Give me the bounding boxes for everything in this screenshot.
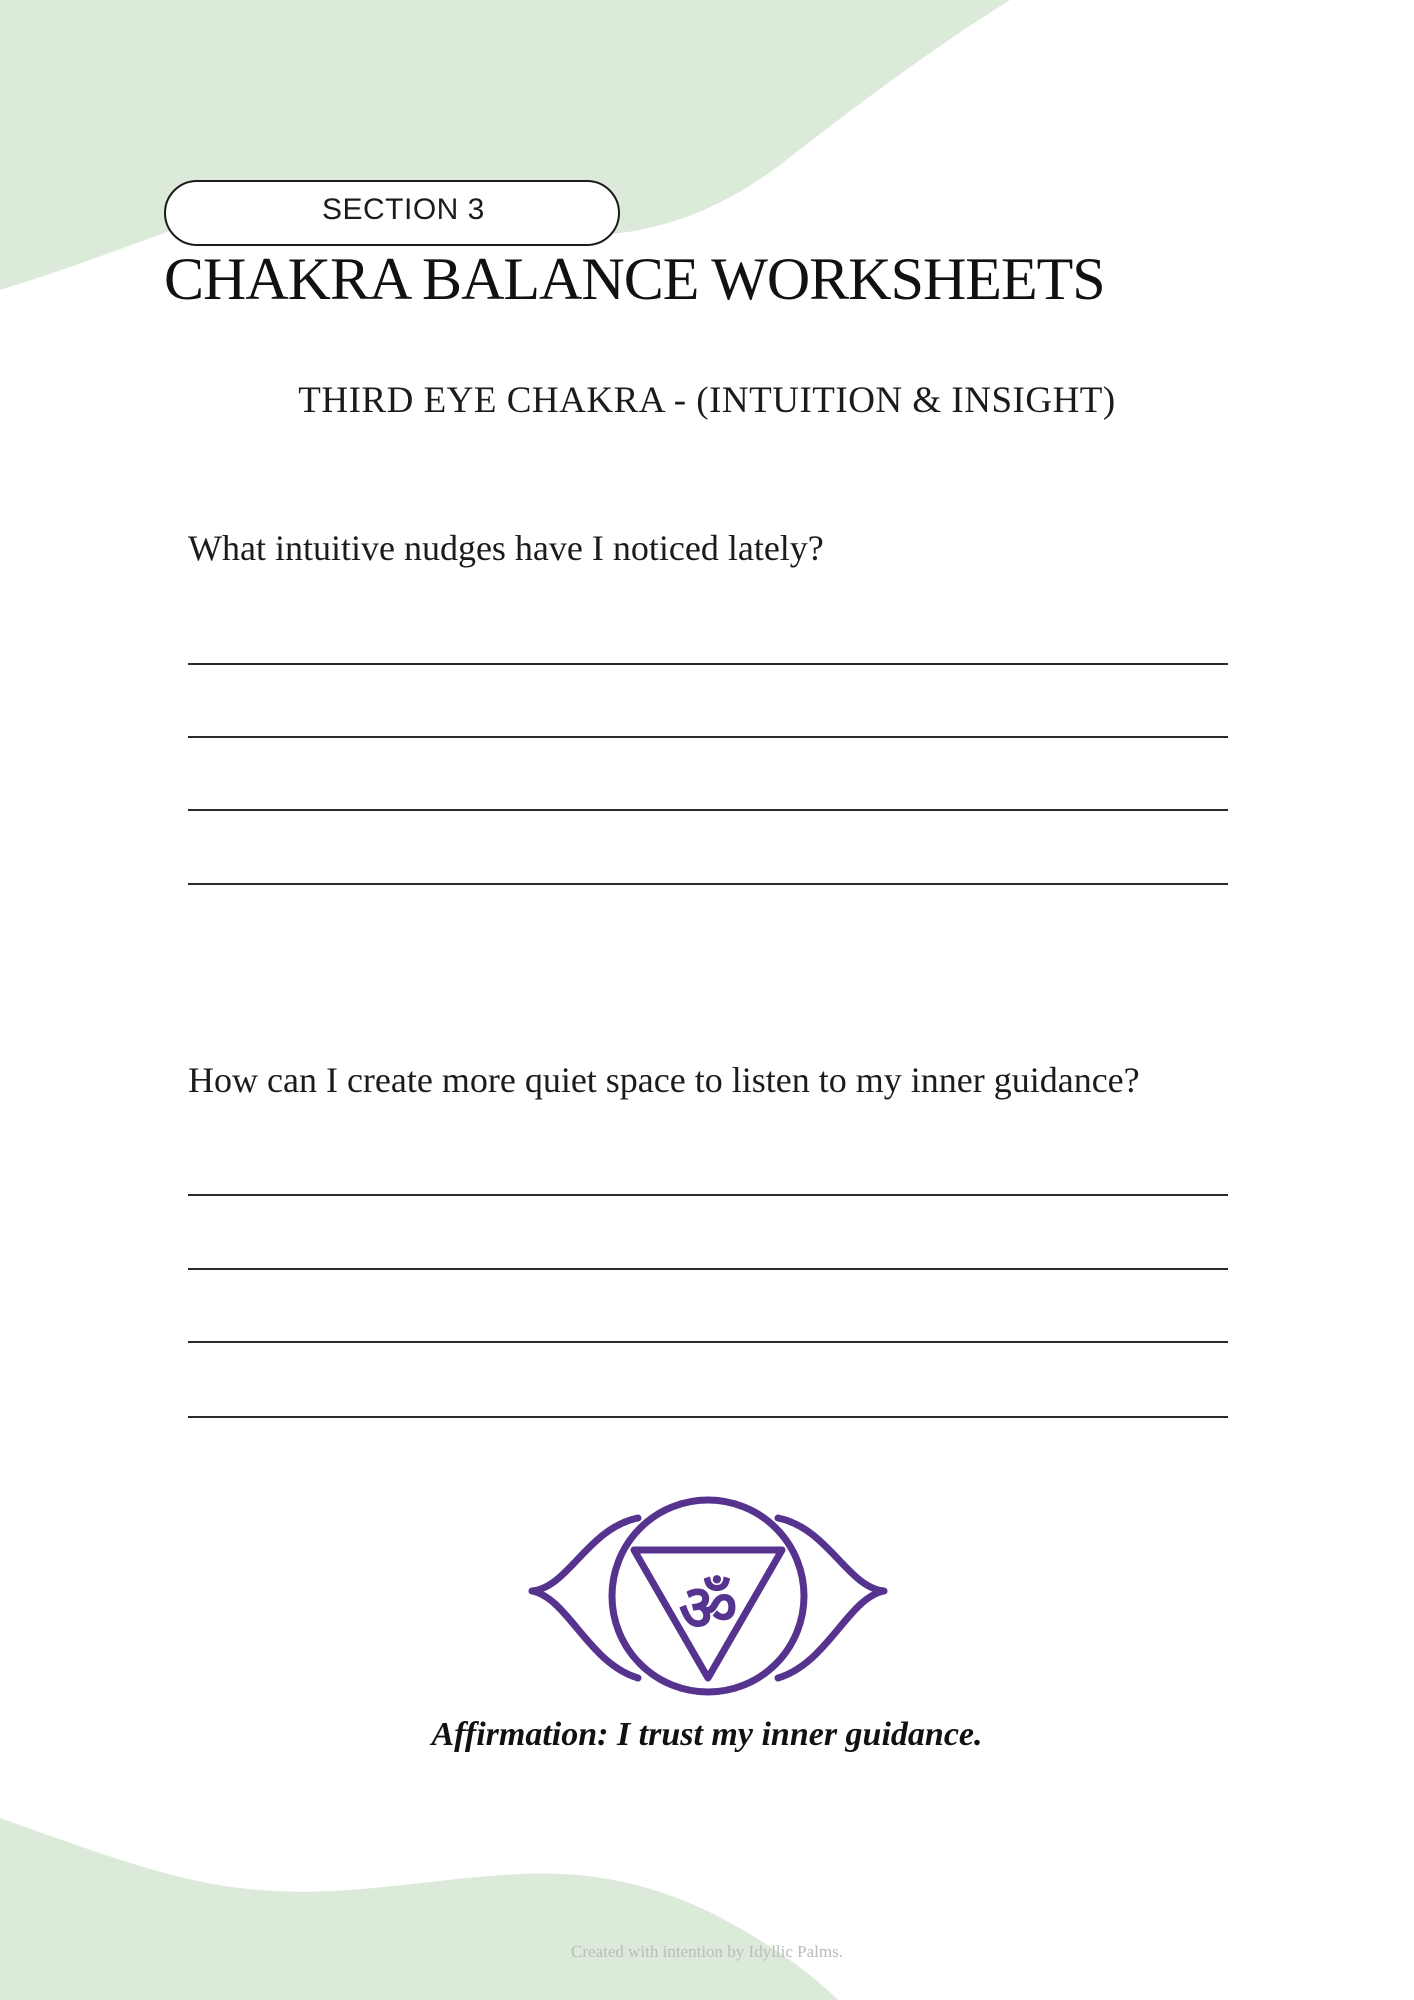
answer-line[interactable] xyxy=(188,883,1228,885)
answer-line[interactable] xyxy=(188,1194,1228,1196)
answer-line[interactable] xyxy=(188,1268,1228,1270)
question-2-prompt: How can I create more quiet space to listen to my inner guidance? xyxy=(188,1060,1140,1100)
question-1-prompt: What intuitive nudges have I noticed lately? xyxy=(188,528,824,568)
bottom-green-wave xyxy=(0,1818,838,2000)
answer-line[interactable] xyxy=(188,809,1228,811)
page-title: CHAKRA BALANCE WORKSHEETS xyxy=(164,246,1105,312)
answer-line[interactable] xyxy=(188,1341,1228,1343)
section-label: SECTION 3 xyxy=(322,193,485,226)
affirmation-text: Affirmation: I trust my inner guidance. xyxy=(431,1716,983,1753)
answer-line[interactable] xyxy=(188,736,1228,738)
left-petal xyxy=(532,1518,638,1678)
om-glyph: ॐ xyxy=(678,1572,738,1646)
chakra-subtitle: THIRD EYE CHAKRA - (INTUITION & INSIGHT) xyxy=(298,380,1116,421)
right-petal xyxy=(778,1518,884,1678)
answer-line[interactable] xyxy=(188,663,1228,665)
footer-credit: Created with intention by Idyllic Palms. xyxy=(571,1942,843,1961)
third-eye-chakra-icon xyxy=(528,1488,888,1708)
answer-line[interactable] xyxy=(188,1416,1228,1418)
